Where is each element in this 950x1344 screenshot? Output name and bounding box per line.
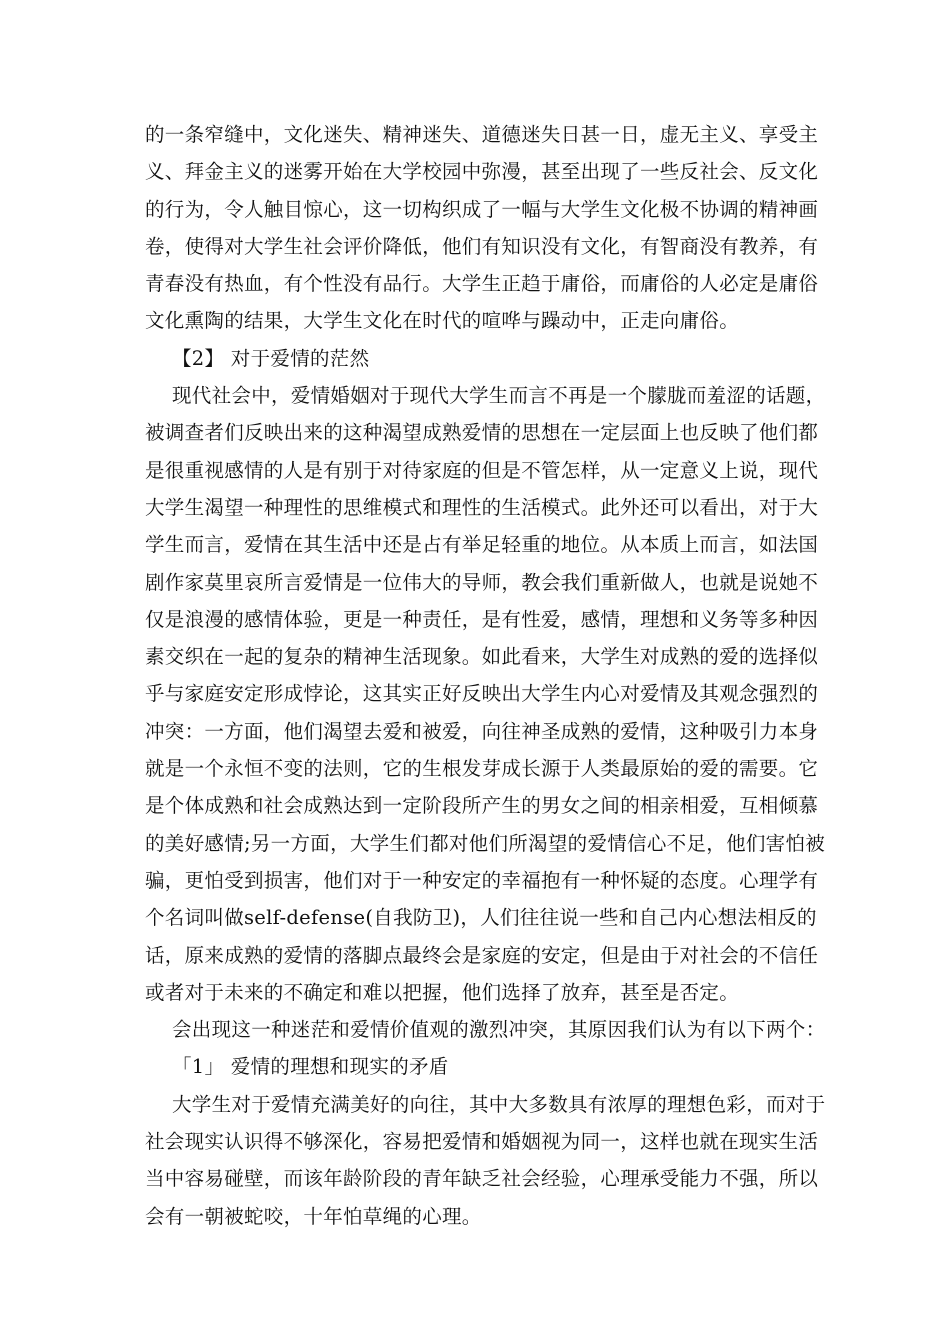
text-line: 仅是浪漫的感情体验，更是一种责任，是有性爱，感情，理想和义务等多种因 [145,607,819,631]
text-line: 大学生渴望一种理性的思维模式和理性的生活模式。此外还可以看出，对于大 [145,495,819,519]
text-line: 的一条窄缝中，文化迷失、精神迷失、道德迷失日甚一日，虚无主义、享受主 [145,123,819,146]
text-line: 当中容易碰壁，而该年龄阶段的青年缺乏社会经验，心理承受能力不强，所以 [145,1167,819,1191]
text-line: 大学生对于爱情充满美好的向往，其中大多数具有浓厚的理想色彩，而对于 [172,1092,826,1116]
text-line: 文化熏陶的结果，大学生文化在时代的喧哗与躁动中，正走向庸俗。 [145,309,740,333]
text-line: 个名词叫做self-defense(自我防卫)，人们往往说一些和自己内心想法相反的 [145,906,817,930]
text-line: 的美好感情;另一方面，大学生们都对他们所渴望的爱情信心不足，他们害怕被 [145,831,826,855]
text-line: 就是一个永恒不变的法则，它的生根发芽成长源于人类最原始的爱的需要。它 [145,757,819,781]
text-line: 乎与家庭安定形成悖论，这其实正好反映出大学生内心对爱情及其观念强烈的 [145,682,819,706]
text-line: 是很重视感情的人是有别于对待家庭的但是不管怎样，从一定意义上说，现代 [145,458,819,482]
section-heading: 「1」 爱情的理想和现实的矛盾 [172,1055,449,1079]
text-line: 剧作家莫里哀所言爱情是一位伟大的导师，教会我们重新做人，也就是说她不 [145,570,819,594]
text-line: 社会现实认识得不够深化，容易把爱情和婚姻视为同一，这样也就在现实生活 [145,1130,819,1154]
text-line: 现代社会中，爱情婚姻对于现代大学生而言不再是一个朦胧而羞涩的话题， [172,384,826,408]
text-line: 话，原来成熟的爱情的落脚点最终会是家庭的安定，但是由于对社会的不信任 [145,943,819,967]
text-line: 冲突：一方面，他们渴望去爱和被爱，向往神圣成熟的爱情，这种吸引力本身 [145,719,819,743]
text-line: 会出现这一种迷茫和爱情价值观的激烈冲突，其原因我们认为有以下两个： [172,1018,826,1042]
text-line: 学生而言，爱情在其生活中还是占有举足轻重的地位。从本质上而言，如法国 [145,533,819,557]
text-line: 是个体成熟和社会成熟达到一定阶段所产生的男女之间的相亲相爱，互相倾慕 [145,794,819,818]
section-heading: 【2】 对于爱情的茫然 [172,346,370,370]
text-line: 卷，使得对大学生社会评价降低，他们有知识没有文化，有智商没有教养，有 [145,234,819,258]
text-line: 会有一朝被蛇咬，十年怕草绳的心理。 [145,1204,482,1228]
text-line: 骗，更怕受到损害，他们对于一种安定的幸福抱有一种怀疑的态度。心理学有 [145,868,819,892]
document-body [145,116,826,1235]
text-line: 青春没有热血，有个性没有品行。大学生正趋于庸俗，而庸俗的人必定是庸俗 [145,272,819,296]
text-line: 的行为，令人触目惊心，这一切构织成了一幅与大学生文化极不协调的精神画 [145,197,819,221]
text-line: 或者对于未来的不确定和难以把握，他们选择了放弃，甚至是否定。 [145,980,740,1004]
text-line: 素交织在一起的复杂的精神生活现象。如此看来，大学生对成熟的爱的选择似 [145,645,819,669]
text-line: 被调查者们反映出来的这种渴望成熟爱情的思想在一定层面上也反映了他们都 [145,421,819,445]
text-line: 义、拜金主义的迷雾开始在大学校园中弥漫，甚至出现了一些反社会、反文化 [145,160,819,184]
